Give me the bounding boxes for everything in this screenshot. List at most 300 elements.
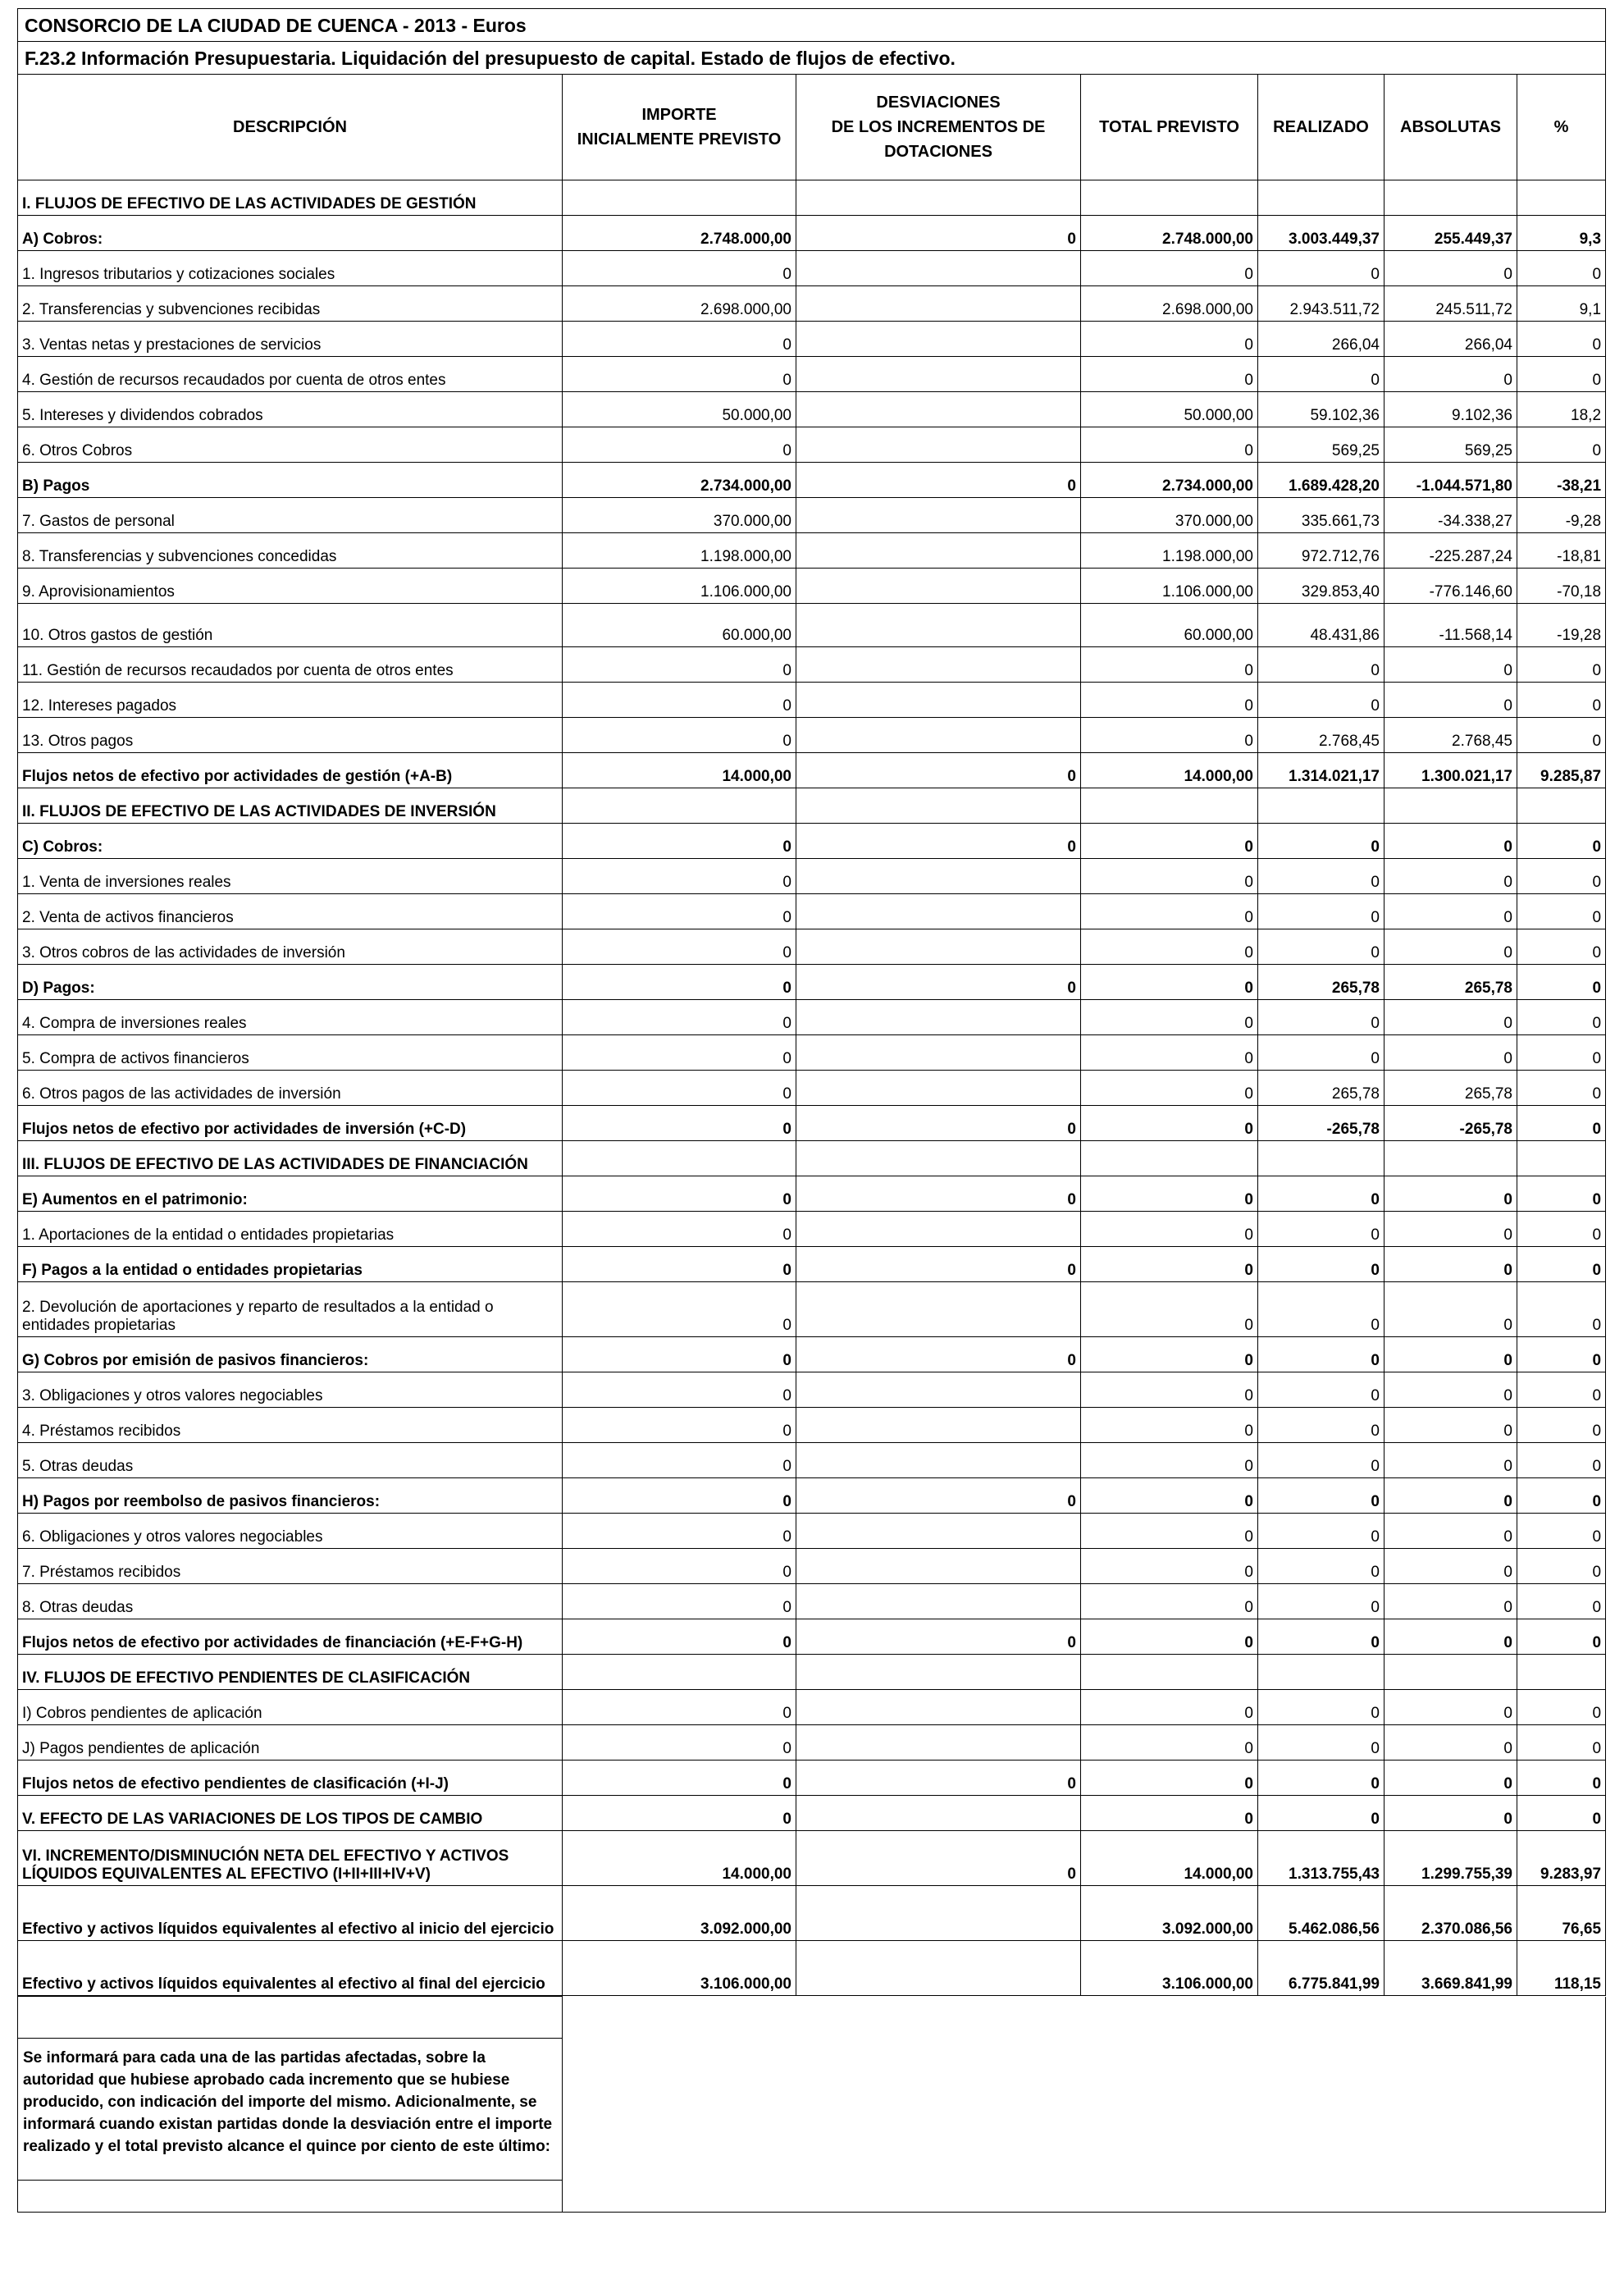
row-total-previsto: 0 [1081, 1478, 1258, 1514]
row-total-previsto: 2.748.000,00 [1081, 216, 1258, 251]
row-absolutas: 0 [1385, 1443, 1517, 1478]
row-absolutas: 266,04 [1385, 322, 1517, 357]
row-realizado: 0 [1258, 1690, 1385, 1725]
table-row [18, 1282, 1606, 1337]
row-porcentaje: 0 [1517, 683, 1606, 718]
row-description: III. FLUJOS DE EFECTIVO DE LAS ACTIVIDADES DE FINANCIACIÓN [18, 1141, 563, 1176]
row-description: G) Cobros por emisión de pasivos financieros: [18, 1337, 563, 1372]
row-absolutas: 245.511,72 [1385, 286, 1517, 322]
row-absolutas: 9.102,36 [1385, 392, 1517, 427]
row-absolutas: 0 [1385, 1337, 1517, 1372]
row-absolutas: 2.370.086,56 [1385, 1886, 1517, 1941]
row-realizado: 0 [1258, 647, 1385, 683]
table-row [18, 1443, 1606, 1478]
report-title: CONSORCIO DE LA CIUDAD DE CUENCA - 2013 - Euros [18, 9, 1606, 42]
row-total-previsto: 0 [1081, 357, 1258, 392]
row-importe-inicial: 0 [563, 929, 796, 965]
row-realizado: 0 [1258, 1176, 1385, 1212]
row-absolutas: 0 [1385, 824, 1517, 859]
row-importe-inicial: 0 [563, 965, 796, 1000]
row-porcentaje: 0 [1517, 1584, 1606, 1619]
row-importe-inicial: 0 [563, 1408, 796, 1443]
row-realizado: 0 [1258, 1282, 1385, 1337]
row-total-previsto: 0 [1081, 427, 1258, 463]
table-row [18, 929, 1606, 965]
row-desviaciones [796, 1372, 1081, 1408]
row-total-previsto: 1.198.000,00 [1081, 533, 1258, 569]
row-description: 3. Ventas netas y prestaciones de servicios [18, 322, 563, 357]
row-absolutas: -11.568,14 [1385, 604, 1517, 647]
table-row [18, 1176, 1606, 1212]
row-desviaciones [796, 929, 1081, 965]
row-total-previsto: 370.000,00 [1081, 498, 1258, 533]
row-absolutas [1385, 1141, 1517, 1176]
row-total-previsto: 0 [1081, 322, 1258, 357]
row-description: 4. Compra de inversiones reales [18, 1000, 563, 1035]
row-realizado: 6.775.841,99 [1258, 1941, 1385, 1996]
row-realizado: 0 [1258, 859, 1385, 894]
row-absolutas: 1.299.755,39 [1385, 1831, 1517, 1886]
row-description: 6. Obligaciones y otros valores negociables [18, 1514, 563, 1549]
row-description: 8. Transferencias y subvenciones concedidas [18, 533, 563, 569]
row-importe-inicial: 0 [563, 1584, 796, 1619]
table-row [18, 1035, 1606, 1071]
row-porcentaje: 9,1 [1517, 286, 1606, 322]
row-porcentaje: 0 [1517, 1725, 1606, 1761]
notes-response-cell [563, 1997, 1606, 2213]
row-absolutas: 0 [1385, 1690, 1517, 1725]
row-total-previsto: 1.106.000,00 [1081, 569, 1258, 604]
row-porcentaje: -18,81 [1517, 533, 1606, 569]
row-desviaciones [796, 1141, 1081, 1176]
row-description: 9. Aprovisionamientos [18, 569, 563, 604]
row-porcentaje: 0 [1517, 1372, 1606, 1408]
row-porcentaje: 0 [1517, 1761, 1606, 1796]
row-importe-inicial: 3.106.000,00 [563, 1941, 796, 1996]
section-row [18, 1655, 1606, 1690]
row-realizado: 48.431,86 [1258, 604, 1385, 647]
row-importe-inicial: 0 [563, 1725, 796, 1761]
row-porcentaje: 0 [1517, 859, 1606, 894]
row-description: 3. Otros cobros de las actividades de inversión [18, 929, 563, 965]
row-desviaciones [796, 322, 1081, 357]
row-desviaciones: 0 [796, 1106, 1081, 1141]
row-absolutas: -225.287,24 [1385, 533, 1517, 569]
row-total-previsto [1081, 1655, 1258, 1690]
row-description: 2. Transferencias y subvenciones recibidas [18, 286, 563, 322]
row-realizado: 0 [1258, 251, 1385, 286]
header-importe-inicial: IMPORTE INICIALMENTE PREVISTO [563, 75, 796, 180]
row-porcentaje: 0 [1517, 322, 1606, 357]
row-absolutas: 3.669.841,99 [1385, 1941, 1517, 1996]
row-desviaciones: 0 [796, 1337, 1081, 1372]
row-absolutas: 1.300.021,17 [1385, 753, 1517, 788]
row-absolutas: 569,25 [1385, 427, 1517, 463]
row-importe-inicial: 0 [563, 1247, 796, 1282]
row-desviaciones [796, 286, 1081, 322]
row-realizado: 0 [1258, 1372, 1385, 1408]
row-realizado: 0 [1258, 683, 1385, 718]
row-porcentaje: 0 [1517, 1337, 1606, 1372]
row-description: Efectivo y activos líquidos equivalentes al efectivo al inicio del ejercicio [18, 1886, 563, 1941]
row-absolutas: 0 [1385, 1584, 1517, 1619]
row-description: 8. Otras deudas [18, 1584, 563, 1619]
cash-flow-table [17, 8, 1606, 1996]
row-absolutas: 265,78 [1385, 1071, 1517, 1106]
table-row [18, 1514, 1606, 1549]
row-absolutas: 265,78 [1385, 965, 1517, 1000]
row-absolutas: 0 [1385, 1247, 1517, 1282]
row-desviaciones: 0 [796, 965, 1081, 1000]
table-row [18, 1212, 1606, 1247]
row-description: Flujos netos de efectivo por actividades de gestión (+A-B) [18, 753, 563, 788]
row-importe-inicial: 0 [563, 1619, 796, 1655]
table-row [18, 463, 1606, 498]
table-row [18, 1071, 1606, 1106]
row-importe-inicial: 0 [563, 683, 796, 718]
header-descripcion: DESCRIPCIÓN [18, 75, 563, 180]
table-row [18, 1549, 1606, 1584]
row-desviaciones [796, 1000, 1081, 1035]
row-description: 11. Gestión de recursos recaudados por cuenta de otros entes [18, 647, 563, 683]
row-desviaciones [796, 251, 1081, 286]
row-total-previsto: 0 [1081, 1549, 1258, 1584]
row-realizado: 0 [1258, 1619, 1385, 1655]
header-porcentaje: % [1517, 75, 1606, 180]
row-importe-inicial [563, 1655, 796, 1690]
row-realizado: 0 [1258, 1443, 1385, 1478]
row-porcentaje: 0 [1517, 1282, 1606, 1337]
row-absolutas: 0 [1385, 1176, 1517, 1212]
row-desviaciones [796, 1443, 1081, 1478]
column-header-row [18, 75, 1606, 180]
row-porcentaje [1517, 788, 1606, 824]
table-row [18, 533, 1606, 569]
row-total-previsto: 2.698.000,00 [1081, 286, 1258, 322]
row-absolutas: -776.146,60 [1385, 569, 1517, 604]
table-row [18, 1106, 1606, 1141]
table-row [18, 1619, 1606, 1655]
row-total-previsto: 0 [1081, 251, 1258, 286]
row-absolutas: 0 [1385, 1796, 1517, 1831]
row-realizado: 0 [1258, 1035, 1385, 1071]
row-absolutas: 0 [1385, 1000, 1517, 1035]
row-absolutas: 0 [1385, 251, 1517, 286]
row-desviaciones: 0 [796, 1619, 1081, 1655]
row-porcentaje: 0 [1517, 1176, 1606, 1212]
row-absolutas: 0 [1385, 1282, 1517, 1337]
row-realizado: 2.768,45 [1258, 718, 1385, 753]
row-desviaciones: 0 [796, 1247, 1081, 1282]
table-row [18, 569, 1606, 604]
header-realizado: REALIZADO [1258, 75, 1385, 180]
row-description: Efectivo y activos líquidos equivalentes al efectivo al final del ejercicio [18, 1941, 563, 1996]
row-total-previsto: 0 [1081, 1619, 1258, 1655]
row-porcentaje: -70,18 [1517, 569, 1606, 604]
row-total-previsto: 0 [1081, 1106, 1258, 1141]
row-importe-inicial: 370.000,00 [563, 498, 796, 533]
table-row [18, 718, 1606, 753]
row-absolutas: -34.338,27 [1385, 498, 1517, 533]
row-importe-inicial: 2.748.000,00 [563, 216, 796, 251]
row-absolutas: 0 [1385, 1725, 1517, 1761]
row-total-previsto: 0 [1081, 1000, 1258, 1035]
row-realizado: 5.462.086,56 [1258, 1886, 1385, 1941]
header-total-previsto: TOTAL PREVISTO [1081, 75, 1258, 180]
row-desviaciones: 0 [796, 753, 1081, 788]
row-desviaciones [796, 427, 1081, 463]
row-desviaciones: 0 [796, 824, 1081, 859]
row-absolutas: -265,78 [1385, 1106, 1517, 1141]
table-row [18, 965, 1606, 1000]
row-description: 1. Venta de inversiones reales [18, 859, 563, 894]
row-desviaciones [796, 683, 1081, 718]
row-absolutas: 0 [1385, 1408, 1517, 1443]
row-porcentaje: 0 [1517, 1514, 1606, 1549]
table-row [18, 683, 1606, 718]
row-total-previsto: 0 [1081, 859, 1258, 894]
row-porcentaje: 9.283,97 [1517, 1831, 1606, 1886]
section-row [18, 180, 1606, 216]
row-desviaciones [796, 604, 1081, 647]
row-description: 5. Compra de activos financieros [18, 1035, 563, 1071]
row-desviaciones [796, 1655, 1081, 1690]
row-description: V. EFECTO DE LAS VARIACIONES DE LOS TIPOS DE CAMBIO [18, 1796, 563, 1831]
row-description: I) Cobros pendientes de aplicación [18, 1690, 563, 1725]
row-desviaciones: 0 [796, 216, 1081, 251]
row-total-previsto: 0 [1081, 1408, 1258, 1443]
row-porcentaje: 0 [1517, 1443, 1606, 1478]
row-total-previsto: 60.000,00 [1081, 604, 1258, 647]
row-porcentaje: 18,2 [1517, 392, 1606, 427]
row-realizado [1258, 788, 1385, 824]
row-porcentaje: 0 [1517, 647, 1606, 683]
row-porcentaje: 0 [1517, 718, 1606, 753]
row-desviaciones [796, 788, 1081, 824]
row-porcentaje: 9,3 [1517, 216, 1606, 251]
row-absolutas [1385, 788, 1517, 824]
row-absolutas: 0 [1385, 894, 1517, 929]
row-total-previsto: 0 [1081, 1761, 1258, 1796]
row-realizado: 0 [1258, 894, 1385, 929]
row-porcentaje: 0 [1517, 929, 1606, 965]
row-realizado: 0 [1258, 1337, 1385, 1372]
row-desviaciones [796, 1725, 1081, 1761]
row-porcentaje: 0 [1517, 824, 1606, 859]
row-realizado: 0 [1258, 1000, 1385, 1035]
row-desviaciones [796, 357, 1081, 392]
row-realizado: 0 [1258, 929, 1385, 965]
row-importe-inicial: 0 [563, 251, 796, 286]
row-total-previsto [1081, 788, 1258, 824]
section-row [18, 1141, 1606, 1176]
row-description: A) Cobros: [18, 216, 563, 251]
row-description: IV. FLUJOS DE EFECTIVO PENDIENTES DE CLASIFICACIÓN [18, 1655, 563, 1690]
row-importe-inicial: 0 [563, 1337, 796, 1372]
row-porcentaje [1517, 1655, 1606, 1690]
row-realizado: 0 [1258, 1247, 1385, 1282]
row-total-previsto: 0 [1081, 1796, 1258, 1831]
row-absolutas: 255.449,37 [1385, 216, 1517, 251]
row-importe-inicial: 0 [563, 322, 796, 357]
row-total-previsto: 0 [1081, 647, 1258, 683]
row-description: B) Pagos [18, 463, 563, 498]
row-importe-inicial: 0 [563, 1071, 796, 1106]
row-total-previsto [1081, 1141, 1258, 1176]
table-row [18, 1478, 1606, 1514]
row-importe-inicial: 0 [563, 894, 796, 929]
table-row [18, 604, 1606, 647]
table-row [18, 216, 1606, 251]
table-row [18, 251, 1606, 286]
row-importe-inicial: 0 [563, 1514, 796, 1549]
row-desviaciones [796, 1212, 1081, 1247]
row-desviaciones: 0 [796, 1761, 1081, 1796]
row-total-previsto: 0 [1081, 929, 1258, 965]
row-desviaciones [796, 1408, 1081, 1443]
section-row [18, 788, 1606, 824]
row-porcentaje: 0 [1517, 1690, 1606, 1725]
row-porcentaje: 0 [1517, 894, 1606, 929]
table-row [18, 1725, 1606, 1761]
row-importe-inicial: 0 [563, 357, 796, 392]
row-importe-inicial: 14.000,00 [563, 1831, 796, 1886]
row-realizado: -265,78 [1258, 1106, 1385, 1141]
row-desviaciones [796, 569, 1081, 604]
row-desviaciones [796, 1886, 1081, 1941]
row-description: I. FLUJOS DE EFECTIVO DE LAS ACTIVIDADES DE GESTIÓN [18, 180, 563, 216]
row-total-previsto: 0 [1081, 1176, 1258, 1212]
row-desviaciones: 0 [796, 463, 1081, 498]
header-absolutas: ABSOLUTAS [1385, 75, 1517, 180]
table-row [18, 1372, 1606, 1408]
row-description: 7. Gastos de personal [18, 498, 563, 533]
row-absolutas: 0 [1385, 1035, 1517, 1071]
row-importe-inicial: 0 [563, 718, 796, 753]
row-total-previsto: 0 [1081, 1035, 1258, 1071]
row-description: 12. Intereses pagados [18, 683, 563, 718]
row-total-previsto [1081, 180, 1258, 216]
row-absolutas: 0 [1385, 1478, 1517, 1514]
row-absolutas [1385, 1655, 1517, 1690]
table-row [18, 1000, 1606, 1035]
row-porcentaje: 0 [1517, 427, 1606, 463]
row-total-previsto: 0 [1081, 965, 1258, 1000]
table-row [18, 1886, 1606, 1941]
row-realizado: 2.943.511,72 [1258, 286, 1385, 322]
row-desviaciones: 0 [796, 1478, 1081, 1514]
row-importe-inicial: 0 [563, 859, 796, 894]
row-realizado: 266,04 [1258, 322, 1385, 357]
row-importe-inicial: 0 [563, 427, 796, 463]
row-porcentaje: 0 [1517, 1247, 1606, 1282]
row-total-previsto: 0 [1081, 1443, 1258, 1478]
row-total-previsto: 0 [1081, 1690, 1258, 1725]
row-porcentaje: 0 [1517, 1035, 1606, 1071]
row-realizado: 265,78 [1258, 965, 1385, 1000]
row-desviaciones [796, 1514, 1081, 1549]
row-total-previsto: 0 [1081, 1212, 1258, 1247]
row-realizado: 0 [1258, 1514, 1385, 1549]
row-absolutas: 0 [1385, 647, 1517, 683]
notes-spacer-row [18, 1997, 1606, 2039]
row-total-previsto: 0 [1081, 718, 1258, 753]
row-absolutas: 0 [1385, 683, 1517, 718]
row-realizado: 1.314.021,17 [1258, 753, 1385, 788]
row-absolutas: 0 [1385, 1549, 1517, 1584]
row-realizado: 3.003.449,37 [1258, 216, 1385, 251]
row-importe-inicial: 0 [563, 1796, 796, 1831]
row-total-previsto: 50.000,00 [1081, 392, 1258, 427]
row-absolutas: 0 [1385, 859, 1517, 894]
table-row [18, 392, 1606, 427]
row-desviaciones [796, 1584, 1081, 1619]
row-porcentaje: 9.285,87 [1517, 753, 1606, 788]
notes-table [17, 1996, 1606, 2213]
row-description: E) Aumentos en el patrimonio: [18, 1176, 563, 1212]
row-realizado: 265,78 [1258, 1071, 1385, 1106]
table-row [18, 753, 1606, 788]
row-porcentaje: 0 [1517, 1796, 1606, 1831]
table-row [18, 647, 1606, 683]
table-row [18, 1337, 1606, 1372]
row-total-previsto: 14.000,00 [1081, 753, 1258, 788]
row-porcentaje: 0 [1517, 1212, 1606, 1247]
row-realizado: 0 [1258, 1408, 1385, 1443]
row-importe-inicial: 1.106.000,00 [563, 569, 796, 604]
row-importe-inicial: 0 [563, 824, 796, 859]
row-desviaciones [796, 1690, 1081, 1725]
row-importe-inicial: 0 [563, 1106, 796, 1141]
row-total-previsto: 0 [1081, 1372, 1258, 1408]
row-porcentaje: -9,28 [1517, 498, 1606, 533]
row-total-previsto: 0 [1081, 1337, 1258, 1372]
notes-spacer-cell [18, 1997, 563, 2039]
table-row [18, 1690, 1606, 1725]
row-importe-inicial: 0 [563, 1000, 796, 1035]
row-description: 7. Préstamos recibidos [18, 1549, 563, 1584]
table-row [18, 498, 1606, 533]
row-realizado: 0 [1258, 1796, 1385, 1831]
row-importe-inicial: 0 [563, 1282, 796, 1337]
row-description: 4. Préstamos recibidos [18, 1408, 563, 1443]
row-description: 1. Aportaciones de la entidad o entidades propietarias [18, 1212, 563, 1247]
row-absolutas: -1.044.571,80 [1385, 463, 1517, 498]
report-container [17, 8, 1605, 2213]
row-importe-inicial: 0 [563, 1761, 796, 1796]
row-description: Flujos netos de efectivo pendientes de clasificación (+I-J) [18, 1761, 563, 1796]
row-realizado [1258, 180, 1385, 216]
row-porcentaje: 0 [1517, 1619, 1606, 1655]
row-porcentaje: 0 [1517, 1478, 1606, 1514]
row-description: 4. Gestión de recursos recaudados por cuenta de otros entes [18, 357, 563, 392]
row-porcentaje [1517, 180, 1606, 216]
row-absolutas [1385, 180, 1517, 216]
row-description: 5. Intereses y dividendos cobrados [18, 392, 563, 427]
row-total-previsto: 0 [1081, 1584, 1258, 1619]
row-total-previsto: 0 [1081, 1725, 1258, 1761]
header-desviaciones: DESVIACIONES DE LOS INCREMENTOS DE DOTACIONES [796, 75, 1081, 180]
row-absolutas: 0 [1385, 929, 1517, 965]
row-importe-inicial: 60.000,00 [563, 604, 796, 647]
row-realizado: 0 [1258, 1761, 1385, 1796]
row-absolutas: 0 [1385, 357, 1517, 392]
row-desviaciones [796, 1549, 1081, 1584]
row-porcentaje: -19,28 [1517, 604, 1606, 647]
row-importe-inicial [563, 1141, 796, 1176]
report-title-row [18, 9, 1606, 42]
row-description: 5. Otras deudas [18, 1443, 563, 1478]
